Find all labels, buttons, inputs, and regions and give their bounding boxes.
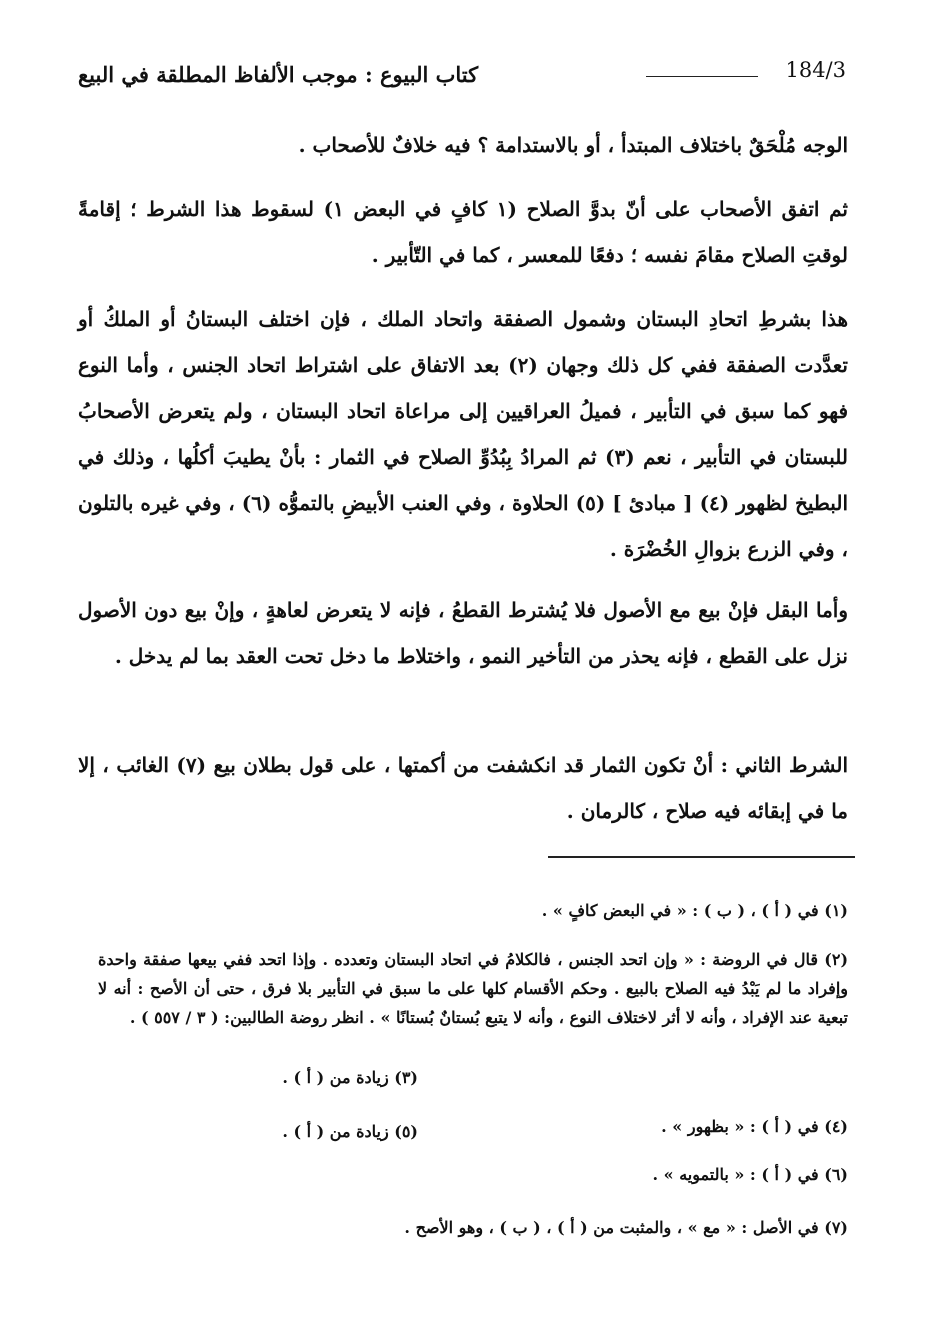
running-header (78, 54, 846, 94)
footnote-2: (٢) قال في الروضة : « وإن اتحد الجنس ، فالكلامُ في اتحاد البستان وتعدده . وإذا اتحد ففي بيعها صفقة واحدة وإفراد ما لم يَبْدُ فيه الصلاح بالبيع . وحكم الأقسام كلها على ما سبق في التأبير بلا فرق ، حتى أن الأصح : أنه لا تبعية عند الإفراد ، وأنه لا أثر لاختلاف النوع ، وأنه لا يتبع بُستانٌ بُستانًا » . انظر روضة الطالبين: ( ٣ / ٥٥٧ ) . (98, 950, 849, 1027)
paragraph-4: وأما البقل فإنْ بيع مع الأصول فلا يُشترط القطعُ ، فإنه لا يتعرض لعاهةٍ ، وإنْ بيع دون الأصول نزل على القطع ، فإنه يحذر من التأخير النمو ، واختلاط ما دخل تحت العقد بما لم يدخل . (78, 598, 848, 668)
paragraph-1: الوجه مُلْحَقٌ باختلاف المبتدأ ، أو بالاستدامة ؟ فيه خلافٌ للأصحاب . (298, 133, 848, 157)
header-rule (646, 76, 758, 77)
footnote-7: (٧) في الأصل : « مع » ، والمثبت من ( أ ) ، ( ب ) ، وهو الأصح . (404, 1218, 848, 1237)
footnote-3: (٣) زيادة من ( أ ) . (282, 1068, 418, 1087)
footnote-5: (٥) زيادة من ( أ ) . (282, 1122, 418, 1141)
book-title: كتاب البيوع : موجب الألفاظ المطلقة في البيع (78, 62, 479, 87)
paragraph-3: هذا بشرطِ اتحادِ البستان وشمول الصفقة واتحاد الملك ، فإن اختلف البستانُ أو الملكُ أو تعدَّدت الصفقة ففي كل ذلك وجهان (٢) بعد الاتفاق على اشتراط اتحاد الجنس ، وأما النوع فهو كما سبق في التأبير ، فميلُ العراقيين إلى مراعاة اتحاد البستان ، ولم يتعرض الأصحابُ للبستان في التأبير ، نعم (٣) ثم المرادُ بِبُدُوِّ الصلاح في الثمار : بأنْ يطيبَ أكلُها ، وذلك في البطيخ لظهور (٤) [ مبادئ ] (٥) الحلاوة ، وفي العنب الأبيضِ بالتموُّه (٦) ، وفي غيره بالتلون ، وفي الزرع بزوالِ الخُضْرَة . (78, 307, 849, 561)
footnote-6: (٦) في ( أ ) : « بالتمويه » . (652, 1165, 848, 1184)
footnote-separator (548, 856, 855, 858)
footnote-1: (١) في ( أ ) ، ( ب ) : « في البعض كافٍ » . (541, 901, 848, 920)
footnote-4: (٤) في ( أ ) : « بظهور » . (661, 1117, 848, 1136)
paragraph-5 (78, 742, 848, 834)
page-number: 184/3 (785, 58, 846, 82)
second-condition-heading: الشرط الثاني : (720, 753, 848, 777)
paragraph-2: ثم اتفق الأصحاب على أنّ بدوَّ الصلاح (١ كافٍ في البعض ١) لسقوط هذا الشرط ؛ إقامةً لوقتِ الصلاح مقامَ نفسه ؛ دفعًا للمعسر ، كما في التّأبير . (78, 197, 848, 267)
second-condition-text: أنْ تكون الثمار قد انكشفت من أكمتها ، على قول بطلان بيع (٧) الغائب ، إلا ما في إبقائه فيه صلاح ، كالرمان . (78, 753, 848, 823)
